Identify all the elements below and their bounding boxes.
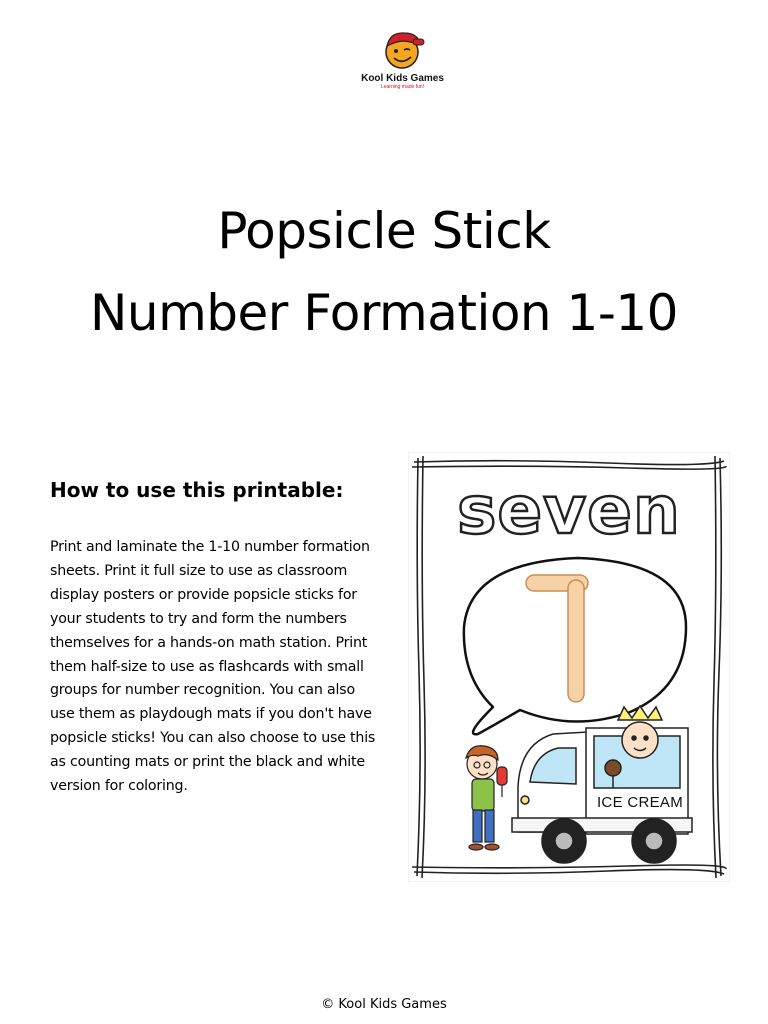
brand-name: Kool Kids Games [361,73,444,84]
title-line-2: Number Formation 1-10 [90,284,678,342]
instructions-heading: How to use this printable: [50,478,344,502]
smiley-mascot-icon [380,28,426,72]
brand-tagline: Learning made fun! [380,84,425,90]
brand-logo [355,28,450,98]
page-title [0,190,768,354]
truck-label: ICE CREAM [596,794,684,811]
title-line-1: Popsicle Stick [217,202,551,260]
number-word: seven [457,472,681,549]
instructions-body: Print and laminate the 1-10 number formation sheets. Print it full size to use as classroom display posters or provide popsicle sticks for your students to try and form the numbers themselves for a hands-on math station. Print them half-size to use as flashcards with small groups for number recognition. You can also use them as playdough mats if you don't have popsicle sticks! You can also choose to use this as counting mats or print the black and white version for coloring. [50,539,376,795]
sample-sheet-preview [408,452,730,882]
copyright-footer: © Kool Kids Games [321,997,447,1012]
